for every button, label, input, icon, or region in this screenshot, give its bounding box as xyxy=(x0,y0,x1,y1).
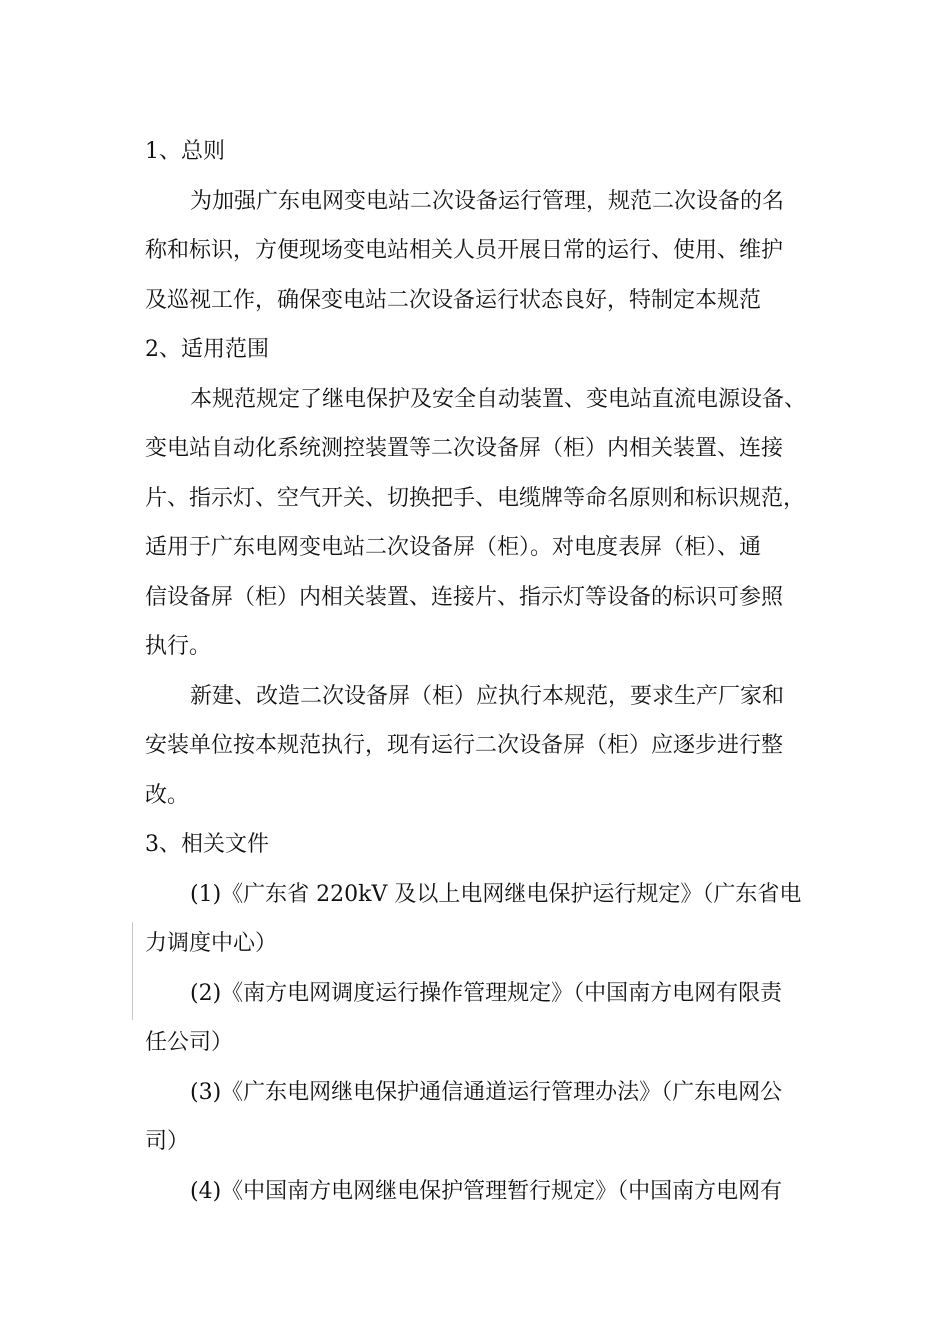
section-heading-scope: 2、适用范围 xyxy=(145,337,269,362)
paragraph-line: 片、指示灯、空气开关、切换把手、电缆牌等命名原则和标识规范， xyxy=(145,486,806,511)
reference-item-continued: 司） xyxy=(145,1129,190,1154)
reference-item-continued: 任公司） xyxy=(145,1030,234,1055)
paragraph-line: 安装单位按本规范执行，现有运行二次设备屏（柜）应逐步进行整 xyxy=(145,733,784,758)
section-heading-general: 1、总则 xyxy=(145,139,225,164)
paragraph-line: 及巡视工作，确保变电站二次设备运行状态良好，特制定本规范 xyxy=(145,288,762,313)
paragraph-line: 称和标识，方便现场变电站相关人员开展日常的运行、使用、维护 xyxy=(145,238,784,263)
paragraph-line: 新建、改造二次设备屏（柜）应执行本规范，要求生产厂家和 xyxy=(190,684,785,709)
paragraph-line: 适用于广东电网变电站二次设备屏（柜）。对电度表屏（柜）、通 xyxy=(145,535,762,560)
paragraph-line: 改。 xyxy=(145,783,190,808)
paragraph-line: 本规范规定了继电保护及安全自动装置、变电站直流电源设备、 xyxy=(190,387,807,412)
reference-item: (3)《广东电网继电保护通信通道运行管理办法》（广东电网公 xyxy=(190,1080,783,1105)
paragraph-line: 信设备屏（柜）内相关装置、连接片、指示灯等设备的标识可参照 xyxy=(145,585,784,610)
paragraph-line: 变电站自动化系统测控装置等二次设备屏（柜）内相关装置、连接 xyxy=(145,436,784,461)
margin-rule xyxy=(132,922,133,1020)
paragraph-line: 为加强广东电网变电站二次设备运行管理，规范二次设备的名 xyxy=(190,189,785,214)
paragraph-line: 执行。 xyxy=(145,634,212,659)
reference-item: (4)《中国南方电网继电保护管理暂行规定》（中国南方电网有 xyxy=(190,1179,783,1204)
reference-item-continued: 力调度中心） xyxy=(145,931,278,956)
reference-item: (1)《广东省 220kV 及以上电网继电保护运行规定》（广东省电 xyxy=(190,882,802,907)
section-heading-related-docs: 3、相关文件 xyxy=(145,832,269,857)
reference-item: (2)《南方电网调度运行操作管理规定》（中国南方电网有限责 xyxy=(190,981,783,1006)
